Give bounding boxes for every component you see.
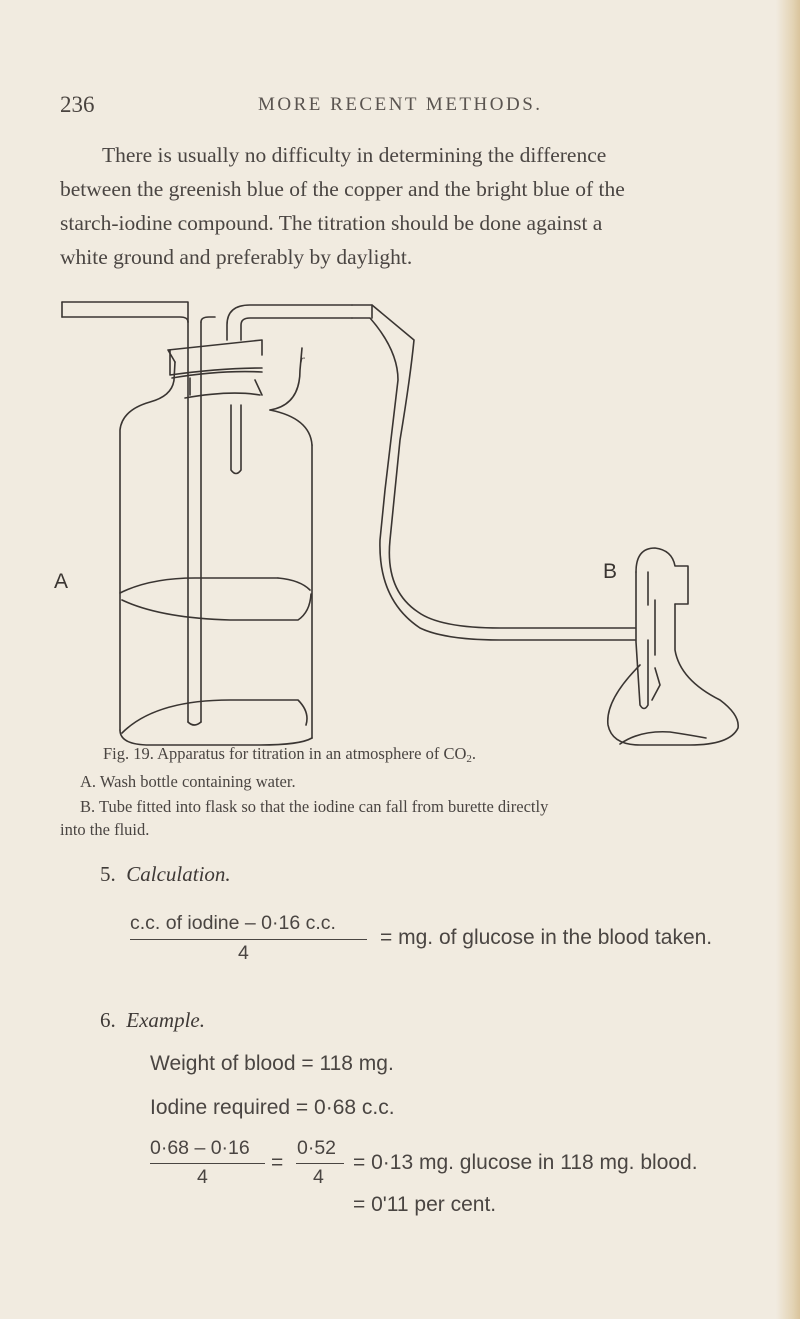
wash-bottle-a [120, 340, 312, 745]
example-number: 6. [100, 1008, 116, 1032]
legend-b-line2: into the fluid. [60, 820, 150, 839]
paragraph-line-1: There is usually no difficulty in determining the difference [102, 143, 607, 167]
example-frac2-numerator: 0·52 [297, 1137, 337, 1159]
figure-caption [103, 744, 476, 765]
caption-text: Fig. 19. Apparatus for titration in an atmosphere of CO [103, 744, 467, 763]
example-frac1-denominator: 4 [197, 1166, 208, 1188]
label-r: r [300, 352, 305, 366]
weight-line: Weight of blood = 118 mg. [150, 1052, 394, 1075]
calculation-title: Calculation. [126, 862, 231, 886]
example-title: Example. [126, 1008, 205, 1032]
calc-numerator: c.c. of iodine – 0·16 c.c. [130, 912, 336, 934]
example-frac2-denominator: 4 [313, 1166, 324, 1188]
bottle-outlet-tube [227, 305, 352, 474]
page-number: 236 [60, 92, 95, 117]
example-frac1-numerator: 0·68 – 0·16 [150, 1137, 250, 1159]
caption-end: . [471, 744, 477, 763]
legend-a: A. Wash bottle containing water. [80, 772, 296, 791]
legend-b-line1: B. Tube fitted into flask so that the iodine can fall from burette directly [80, 797, 549, 816]
calculation-number: 5. [100, 862, 116, 886]
iodine-line: Iodine required = 0·68 c.c. [150, 1096, 395, 1119]
example-percent: = 0'11 per cent. [353, 1193, 497, 1216]
calc-denominator: 4 [238, 942, 249, 964]
paragraph-line-4: white ground and preferably by daylight. [60, 245, 413, 269]
example-heading [100, 1008, 205, 1033]
calc-result: = mg. of glucose in the blood taken. [380, 926, 713, 949]
example-equals: = [271, 1151, 284, 1174]
connecting-tube [352, 305, 635, 640]
example-frac2-bar [296, 1163, 344, 1164]
label-a: A [54, 570, 69, 593]
paragraph-line-2: between the greenish blue of the copper and the bright blue of the [60, 177, 625, 201]
flask-b [608, 548, 738, 745]
caption-subscript: 2 [466, 753, 472, 765]
running-title: MORE RECENT METHODS. [258, 94, 543, 115]
bottle-inlet-tube [62, 302, 215, 725]
paragraph-line-3: starch-iodine compound. The titration should be done against a [60, 211, 603, 235]
calculation-heading [100, 862, 231, 887]
example-frac1-bar [150, 1163, 265, 1164]
label-b: B [603, 560, 618, 583]
example-result: = 0·13 mg. glucose in 118 mg. blood. [353, 1151, 698, 1174]
calc-fraction-bar [130, 939, 367, 940]
